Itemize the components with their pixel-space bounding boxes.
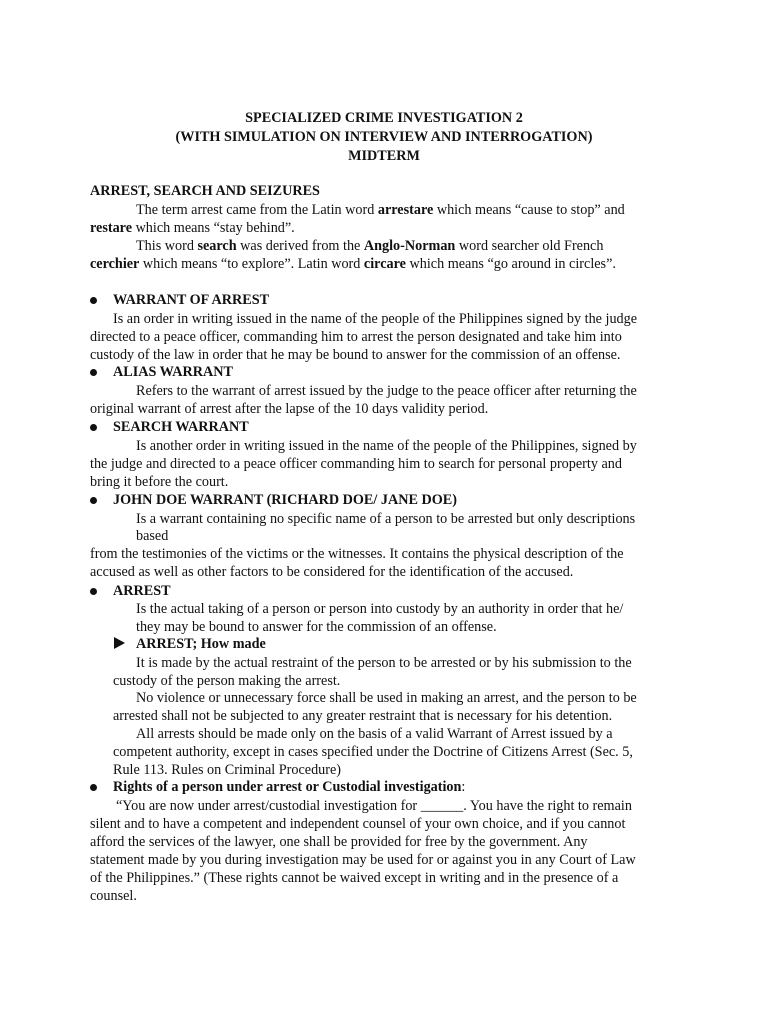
search-warrant-line-2: the judge and directed to a peace officer commanding him to search for personal property and (90, 456, 622, 472)
arrest-label: ARREST (113, 583, 171, 599)
arrest-line-1: Is the actual taking of a person or person into custody by an authority in order that he/ (136, 601, 624, 617)
bullet-icon (90, 497, 97, 504)
john-doe-warrant-line-1: Is a warrant containing no specific name of a person to be arrested but only descriptions (136, 511, 636, 527)
section-heading: ARREST, SEARCH AND SEIZURES (90, 183, 320, 199)
rights-line-1: “You are now under arrest/custodial investigation for ______. You have the right to remain (116, 798, 632, 814)
warrant-of-arrest-label: WARRANT OF ARREST (113, 292, 270, 308)
john-doe-warrant-line-4: accused as well as other factors to be considered for the identification of the accused. (90, 564, 574, 580)
warrant-of-arrest-line-2: directed to a peace officer, commanding him to arrest the person designated and take him into (90, 329, 622, 345)
rights-line-4: statement made by you during investigation may be used for or against you in any Court of Law (90, 852, 636, 868)
doc-title-1: SPECIALIZED CRIME INVESTIGATION 2 (245, 110, 523, 126)
para-2-line-2: cerchier which means “to explore”. Latin word circare which means “go around in circles”. (90, 256, 616, 272)
bullet-icon (90, 588, 97, 595)
arrest-how-made-line-3: No violence or unnecessary force shall be used in making an arrest, and the person to be (136, 690, 637, 706)
arrow-bullet-icon (114, 637, 125, 649)
bullet-icon (90, 297, 97, 304)
arrest-how-made-line-2: custody of the person making the arrest. (113, 673, 341, 689)
arrest-how-made-line-4: arrested shall not be subjected to any greater restraint that is necessary for his detention. (113, 708, 613, 724)
para-1-line-1: The term arrest came from the Latin word arrestare which means “cause to stop” and (136, 202, 625, 218)
bullet-icon (90, 424, 97, 431)
alias-warrant-line-1: Refers to the warrant of arrest issued by the judge to the peace officer after returning the (136, 383, 637, 399)
rights-line-5: of the Philippines.” (These rights cannot be waived except in writing and in the presence of a (90, 870, 619, 886)
search-warrant-label: SEARCH WARRANT (113, 419, 249, 435)
bullet-icon (90, 369, 97, 376)
warrant-of-arrest-line-3: custody of the law in order that he may be bound to answer for the commission of an offense. (90, 347, 621, 363)
arrest-how-made-line-5: All arrests should be made only on the basis of a valid Warrant of Arrest issued by a (136, 726, 613, 742)
warrant-of-arrest-line-1: Is an order in writing issued in the name of the people of the Philippines signed by the judge (113, 311, 638, 327)
para-1-line-2: restare which means “stay behind”. (90, 220, 295, 236)
alias-warrant-label: ALIAS WARRANT (113, 364, 233, 380)
para-2-line-1: This word search was derived from the Anglo-Norman word searcher old French (136, 238, 604, 254)
arrest-how-made-line-1: It is made by the actual restraint of the person to be arrested or by his submission to the (136, 655, 632, 671)
john-doe-warrant-line-2: based (136, 528, 169, 544)
doc-title-2: (WITH SIMULATION ON INTERVIEW AND INTERROGATION) (175, 129, 593, 145)
bullet-icon (90, 784, 97, 791)
arrest-how-made-line-7: Rule 113. Rules on Criminal Procedure) (113, 762, 342, 778)
arrest-how-made-line-6: competent authority, except in cases specified under the Doctrine of Citizens Arrest (Sec. 5, (113, 744, 633, 760)
search-warrant-line-3: bring it before the court. (90, 474, 229, 490)
arrest-how-made-label: ARREST; How made (136, 636, 266, 652)
doc-title-3: MIDTERM (348, 148, 420, 164)
rights-line-3: afford the services of the lawyer, one shall be provided for free by the government. Any (90, 834, 588, 850)
rights-label: Rights of a person under arrest or Custodial investigation: (113, 779, 466, 795)
search-warrant-line-1: Is another order in writing issued in the name of the people of the Philippines, signed by (136, 438, 637, 454)
rights-line-2: silent and to have a competent and independent counsel of your own choice, and if you cannot (90, 816, 626, 832)
arrest-line-2: they may be bound to answer for the commission of an offense. (136, 619, 497, 635)
john-doe-warrant-label: JOHN DOE WARRANT (RICHARD DOE/ JANE DOE) (113, 492, 457, 508)
john-doe-warrant-line-3: from the testimonies of the victims or the witnesses. It contains the physical description of the (90, 546, 624, 562)
rights-line-6: counsel. (90, 888, 137, 904)
alias-warrant-line-2: original warrant of arrest after the lapse of the 10 days validity period. (90, 401, 489, 417)
